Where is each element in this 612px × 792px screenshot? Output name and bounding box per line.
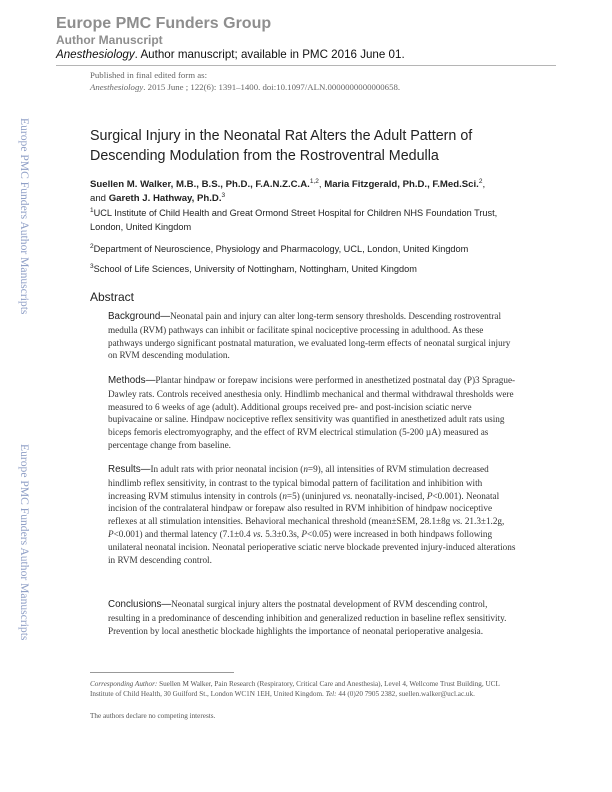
background-text: Neonatal pain and injury can alter long-term sensory thresholds. Descending rostroventral medulla (RVM) pathways can inhibit or facilitate spinal nociceptive processing in adulthood. As these pathways undergo significant postnatal maturation, we evaluated long-term effects of neonatal surgical injury on RVM descending modulation. [108, 311, 511, 361]
published-line: Published in final edited form as: [90, 70, 208, 80]
header-rule [56, 65, 556, 66]
affiliation-3 [90, 263, 530, 277]
affiliation-2-text: Department of Neuroscience, Physiology and Pharmacology, UCL, London, United Kingdom [93, 244, 469, 254]
abstract-results [108, 463, 518, 566]
results-text-6: 21.3±1.2g, [462, 516, 505, 527]
abstract-background [108, 310, 518, 362]
conflict-statement: The authors declare no competing interests. [90, 712, 216, 720]
affiliation-2-num: 2 [90, 243, 94, 250]
author-walker: Suellen M. Walker, M.B., B.S., Ph.D., F.A.N.Z.C.A. [90, 179, 310, 190]
conclusions-text: Neonatal surgical injury alters the postnatal development of RVM descending control, resulting in a predominance of descending inhibition and generalized reduction in baseline reflex sensitivity. Prevention by local anesthetic blockade highlights the importance of neonatal perioperative analgesia. [108, 599, 507, 636]
corresponding-author-note [90, 680, 520, 699]
sidebar-watermark-top: Europe PMC Funders Author Manuscripts [18, 118, 31, 315]
abstract-methods [108, 374, 518, 452]
results-label: Results— [108, 464, 151, 475]
background-label: Background— [108, 311, 171, 322]
published-citation: . 2015 June ; 122(6): 1391–1400. doi:10.1097/ALN.0000000000000658. [143, 82, 401, 92]
results-text-9: <0.05) were increased in both hindpaws following unilateral neonatal incision. Neonatal perioperative sciatic nerve blockade prevented injury-induced alterations in RVM descending control. [108, 528, 516, 565]
author-hathway-affil: 3 [221, 191, 226, 199]
results-text-3: =5) (uninjured [286, 490, 343, 501]
conclusions-label: Conclusions— [108, 599, 172, 610]
author-fitzgerald-affil: 2 [478, 178, 483, 185]
author-fitzgerald: Maria Fitzgerald, Ph.D., F.Med.Sci. [324, 179, 479, 190]
author-list: Suellen M. Walker, M.B., B.S., Ph.D., F.A.N.Z.C.A.$^{1,2}$, Maria Fitzgerald, Ph.D., F.Med.Sci.$^2$, and Gareth J. Hathway, Ph.D.$^3$ [90, 178, 486, 204]
tel-text: 44 (0)20 7905 2382, suellen.walker@ucl.ac.uk. [336, 689, 475, 698]
results-vs1: vs. [342, 490, 353, 501]
journal-name: Anesthesiology [56, 48, 135, 61]
methods-label: Methods— [108, 375, 156, 386]
author-hathway: Gareth J. Hathway, Ph.D. [108, 192, 222, 204]
results-vs2: vs. [452, 516, 463, 527]
availability-citation [56, 47, 556, 62]
affiliation-1-text: UCL Institute of Child Health and Great Ormond Street Hospital for Children NHS Foundation Trust, London, United Kingdom [90, 208, 498, 232]
abstract-conclusions [108, 598, 518, 637]
manuscript-header [56, 14, 556, 62]
affiliation-3-num: 3 [90, 263, 94, 270]
results-n2: n [282, 490, 287, 501]
published-details [90, 81, 400, 93]
footnote-rule [90, 672, 234, 673]
corr-text: Suellen M Walker, Pain Research (Respiratory, Critical Care and Anesthesia), Level 4, Wellcome Trust Building, UCL Institute of Child Health, 30 Guilford St., London WC1N 1EH, United Kingdom. [90, 680, 500, 698]
author-walker-affil: 1,2 [309, 178, 319, 185]
affiliation-2 [90, 243, 530, 257]
results-vs3: vs. [252, 528, 263, 539]
affiliation-1 [90, 207, 530, 234]
corr-label: Corresponding Author: [90, 680, 158, 688]
affiliation-1-num: 1 [90, 207, 94, 214]
results-text-5: <0.001). Neonatal incision of the contralateral hindpaw or forepaw also resulted in RVM inhibition of hindpaw nociceptive reflexes at all stimulation intensities. Behavioral mechanical threshold (mean±SEM, 28.1±8g [108, 490, 500, 527]
results-text-4: neonatally-incised, [352, 490, 427, 501]
funders-group-label: Europe PMC Funders Group [56, 15, 272, 32]
affiliation-3-text: School of Life Sciences, University of Nottingham, Nottingham, United Kingdom [93, 264, 417, 274]
results-text-1: In adult rats with prior neonatal incision ( [150, 464, 304, 474]
tel-label: Tel: [325, 689, 337, 698]
results-p3: P [301, 528, 308, 539]
published-in-note [90, 69, 400, 93]
citation-rest: . Author manuscript; available in PMC 2016 June 01. [134, 48, 405, 61]
methods-text: Plantar hindpaw or forepaw incisions were performed in anesthetized postnatal day (P)3 Sprague-Dawley rats. Controls received anesthesia only. Hindlimb mechanical and thermal withdrawal thresholds were measured to 6 weeks of age (adult). Additional groups received pre- and post-incision sciatic nerve bupivacaine or saline. Hindpaw nociceptive reflex sensitivity was quantified in anesthetized adult rats using biceps femoris electromyography, and the effect of RVM electrical stimulation (5-200 µA) measured as percentage change from baseline. [108, 375, 516, 450]
results-n1: n [303, 464, 308, 474]
published-journal: Anesthesiology [90, 82, 144, 92]
author-and: and [90, 192, 109, 204]
abstract-heading: Abstract [90, 290, 135, 304]
manuscript-type-label: Author Manuscript [56, 33, 163, 47]
results-p2: P [108, 528, 114, 539]
results-text-2: =9), all intensities of RVM stimulation decreased hindlimb reflex sensitivity, in contrast to the typical bimodal pattern of facilitation and inhibition with increasing RVM stimulus intensity in controls ( [108, 464, 489, 501]
sidebar-watermark-bottom: Europe PMC Funders Author Manuscripts [18, 444, 31, 641]
results-text-8: 5.3±0.3s, [262, 528, 302, 539]
results-p1: P [426, 490, 433, 501]
article-title: Surgical Injury in the Neonatal Rat Alters the Adult Pattern of Descending Modulation from the Rostroventral Medulla [90, 128, 473, 164]
results-text-7: <0.001) and thermal latency (7.1±0.4 [113, 528, 253, 539]
